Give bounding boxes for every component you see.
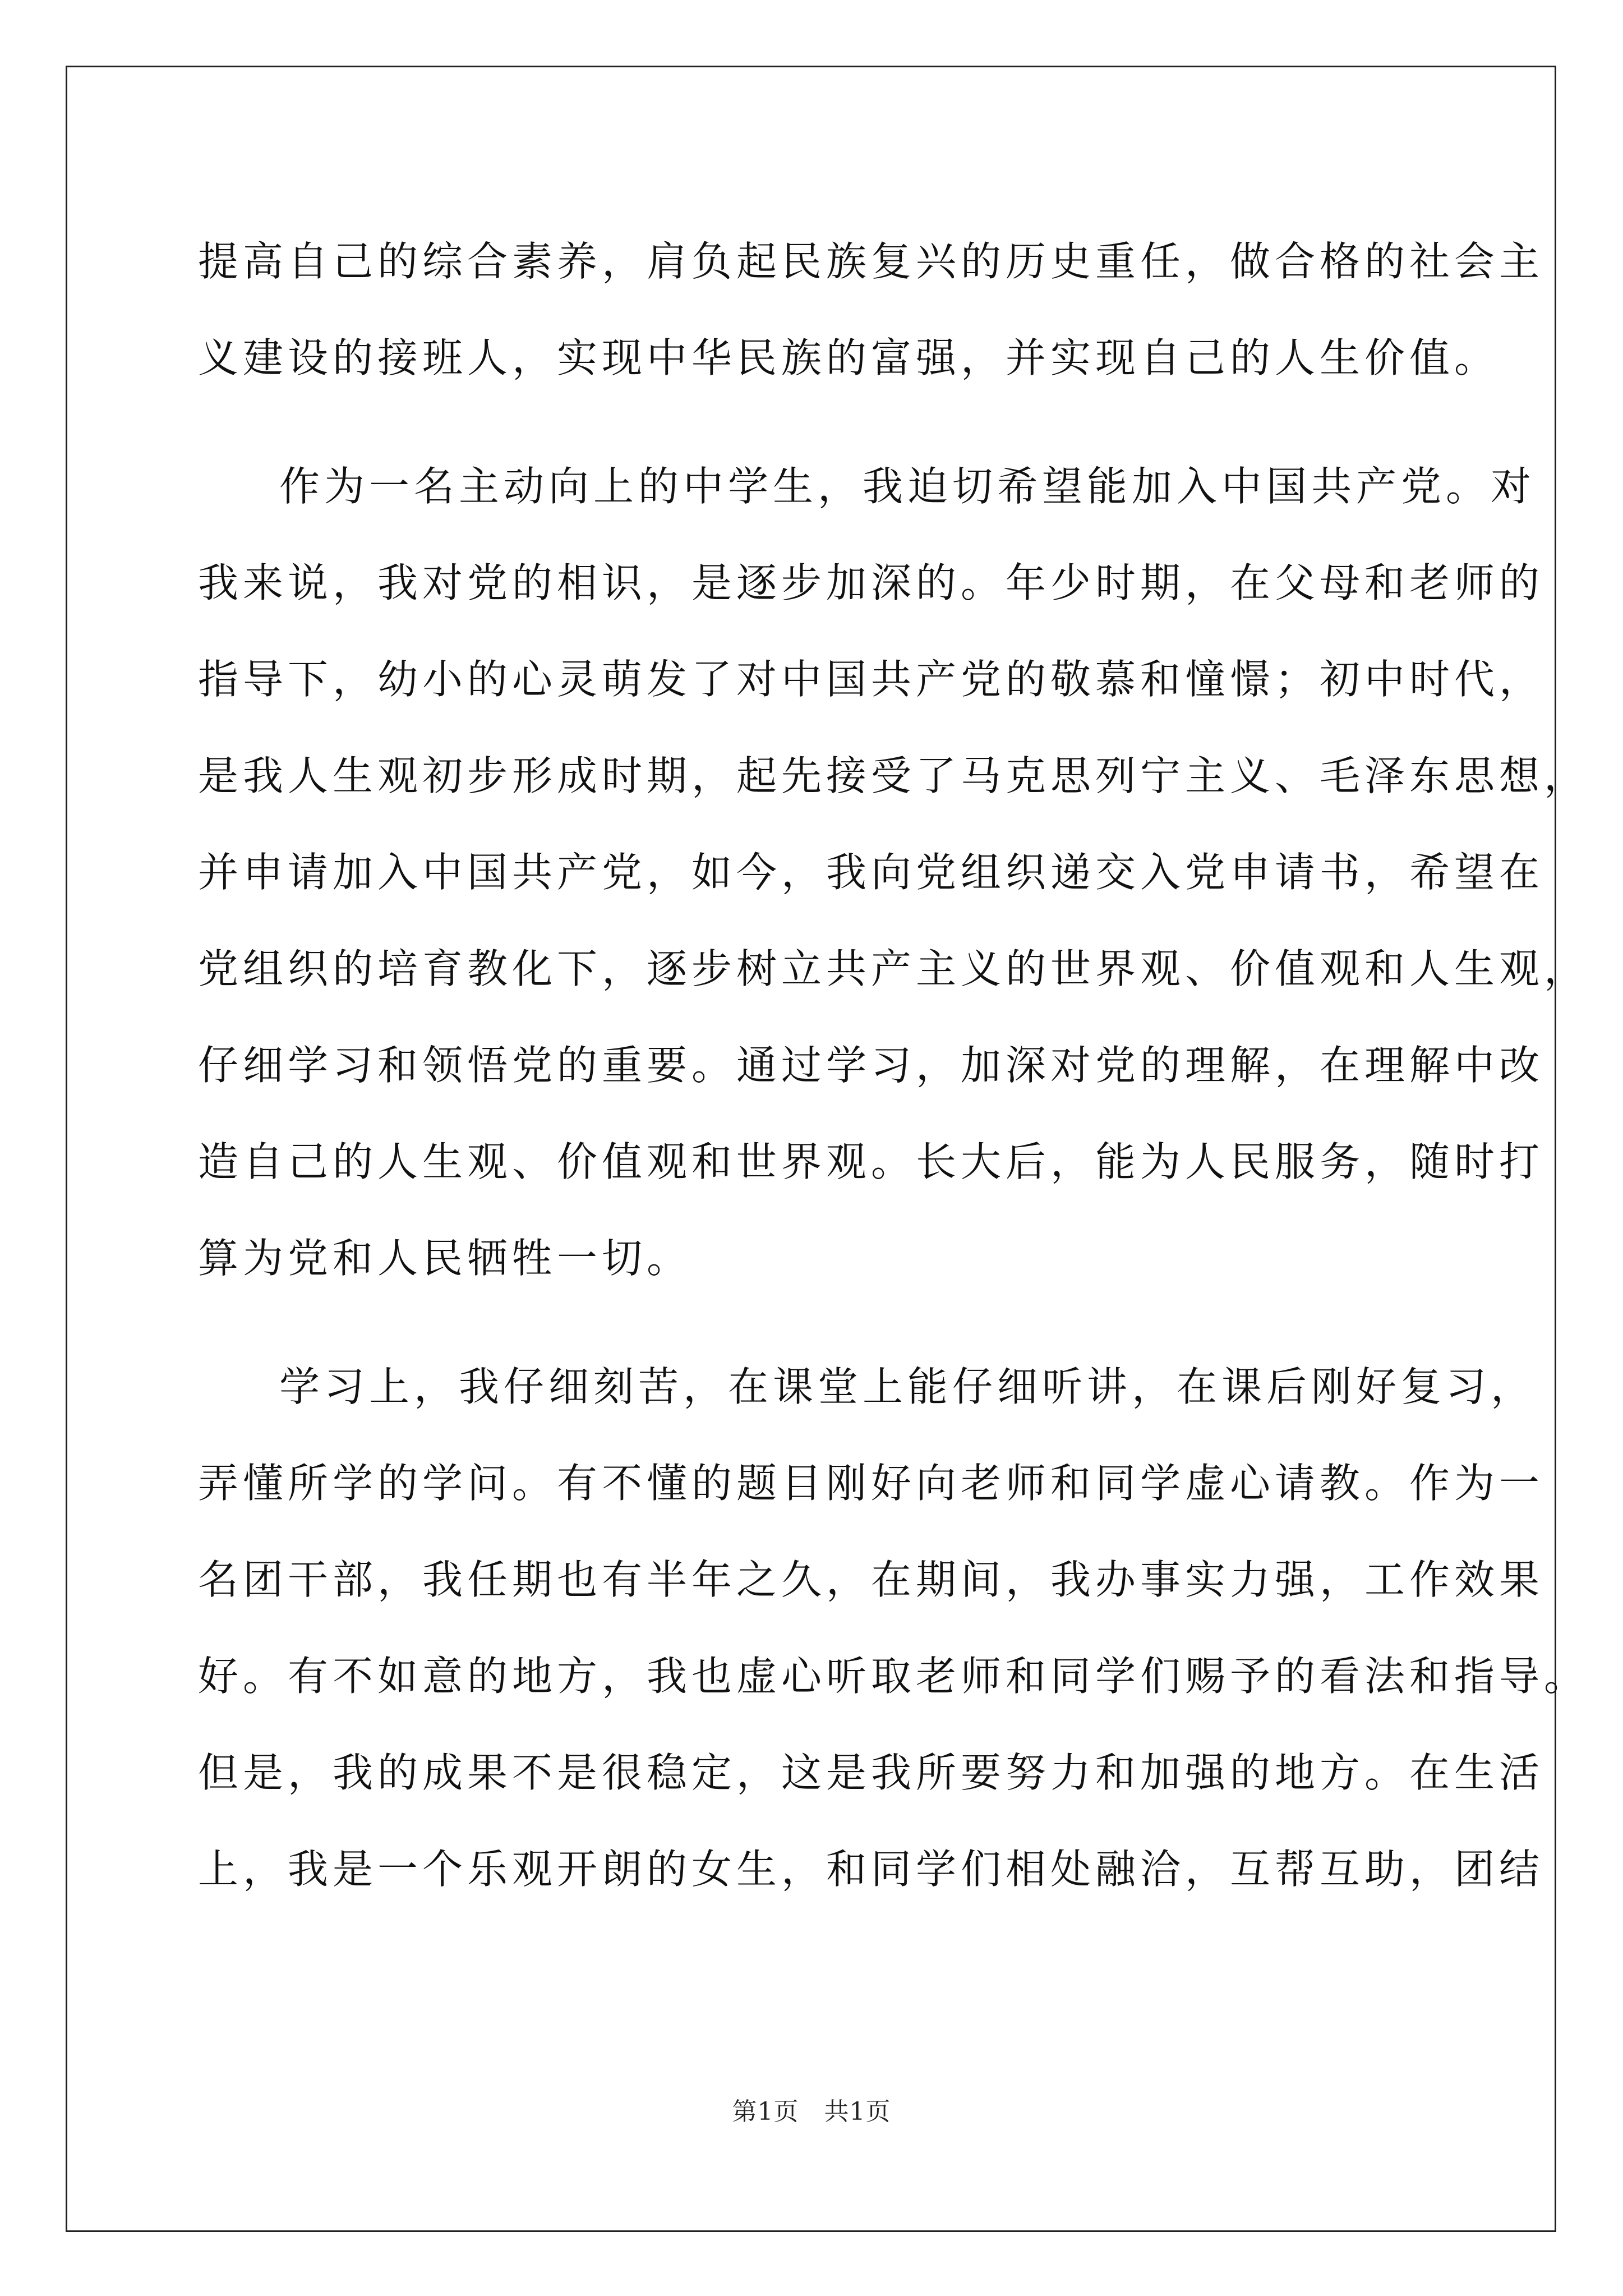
text-line: 义建设的接班人，实现中华民族的富强，并实现自己的人生价值。 bbox=[198, 334, 1500, 381]
text-line: 弄懂所学的学问。有不懂的题目刚好向老师和同学虚心请教。作为一 bbox=[198, 1460, 1544, 1507]
text-line: 仔细学习和领悟党的重要。通过学习，加深对党的理解，在理解中改 bbox=[198, 1042, 1544, 1089]
text-line: 是我人生观初步形成时期，起先接受了马克思列宁主义、毛泽东思想， bbox=[198, 752, 1589, 799]
text-line: 学习上，我仔细刻苦，在课堂上能仔细听讲，在课后刚好复习， bbox=[279, 1363, 1536, 1410]
text-line: 好。有不如意的地方，我也虚心听取老师和同学们赐予的看法和指导。 bbox=[198, 1653, 1589, 1700]
text-line: 提高自己的综合素养，肩负起民族复兴的历史重任，做合格的社会主 bbox=[198, 238, 1544, 285]
text-line: 名团干部，我任期也有半年之久，在期间，我办事实力强，工作效果 bbox=[198, 1556, 1544, 1603]
text-line: 并申请加入中国共产党，如今，我向党组织递交入党申请书，希望在 bbox=[198, 849, 1544, 896]
text-line: 我来说，我对党的相识，是逐步加深的。年少时期，在父母和老师的 bbox=[198, 559, 1544, 606]
text-line: 造自己的人生观、价值观和世界观。长大后，能为人民服务，随时打 bbox=[198, 1138, 1544, 1185]
text-line: 作为一名主动向上的中学生，我迫切希望能加入中国共产党。对 bbox=[279, 463, 1536, 510]
document-body bbox=[198, 213, 1589, 1917]
text-line: 但是，我的成果不是很稳定，这是我所要努力和加强的地方。在生活 bbox=[198, 1749, 1544, 1796]
page-footer: 第1页 共1页 bbox=[732, 2097, 891, 2126]
text-line: 算为党和人民牺牲一切。 bbox=[198, 1235, 692, 1282]
text-line: 党组织的培育教化下，逐步树立共产主义的世界观、价值观和人生观， bbox=[198, 945, 1589, 992]
text-line: 上，我是一个乐观开朗的女生，和同学们相处融洽，互帮互助，团结 bbox=[198, 1846, 1544, 1893]
text-line: 指导下，幼小的心灵萌发了对中国共产党的敬慕和憧憬；初中时代， bbox=[198, 656, 1544, 703]
